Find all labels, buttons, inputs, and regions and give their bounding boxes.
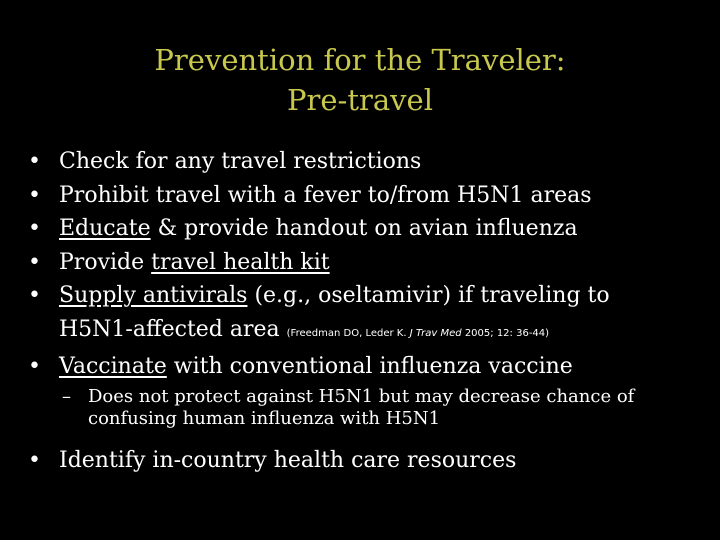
bullet-item-prohibit-travel [28,179,708,213]
citation-details: 2005; 12: 36-44) [461,327,550,339]
bullet-marker: • [28,249,41,275]
bullet-text: Check for any travel restrictions [59,149,422,174]
title-line-1: Prevention for the Traveler: [154,43,566,77]
citation-authors: (Freedman DO, Leder K. [286,327,410,339]
bullet-item-educate [28,212,708,246]
bullet-marker: • [28,354,41,379]
travel-health-kit-link[interactable]: travel health kit [151,249,330,275]
bullet-text: (e.g., oseltamivir) if traveling to [247,283,610,308]
educate-link[interactable]: Educate [59,216,151,241]
bullet-text: & provide handout on avian influenza [150,216,578,241]
sub-bullet-vaccine-note [28,386,688,430]
bullet-item-vaccinate [28,350,708,384]
supply-antivirals-link[interactable]: Supply antivirals [59,283,248,308]
citation-journal: J Trav Med [409,327,462,339]
sub-bullet-marker: – [62,385,71,407]
sub-bullet-text: Does not protect against H5N1 but may decrease chance of confusing human influenza with H5N1 [88,385,635,429]
bullet-marker: • [28,283,41,308]
bullet-marker: • [28,149,41,174]
bullet-text-continued: H5N1-affected area [59,316,287,342]
bullet-list [28,145,708,477]
bullet-text: Identify in-country health care resources [59,447,517,473]
title-line-2: Pre-travel [287,83,433,117]
bullet-text: with conventional influenza vaccine [166,354,573,379]
bullet-marker: • [28,447,41,473]
bullet-item-health-care-resources [28,444,708,478]
bullet-text: Prohibit travel with a fever to/from H5N1 areas [59,182,592,208]
vaccinate-link[interactable]: Vaccinate [59,354,167,379]
bullet-item-health-kit [28,246,708,280]
bullet-item-antivirals [28,279,708,350]
bullet-text: Provide [59,249,152,275]
spacer [28,430,708,444]
bullet-marker: • [28,182,41,208]
bullet-marker: • [28,216,41,241]
bullet-item-travel-restrictions [28,145,708,179]
citation [287,328,549,339]
slide-title [0,40,720,120]
